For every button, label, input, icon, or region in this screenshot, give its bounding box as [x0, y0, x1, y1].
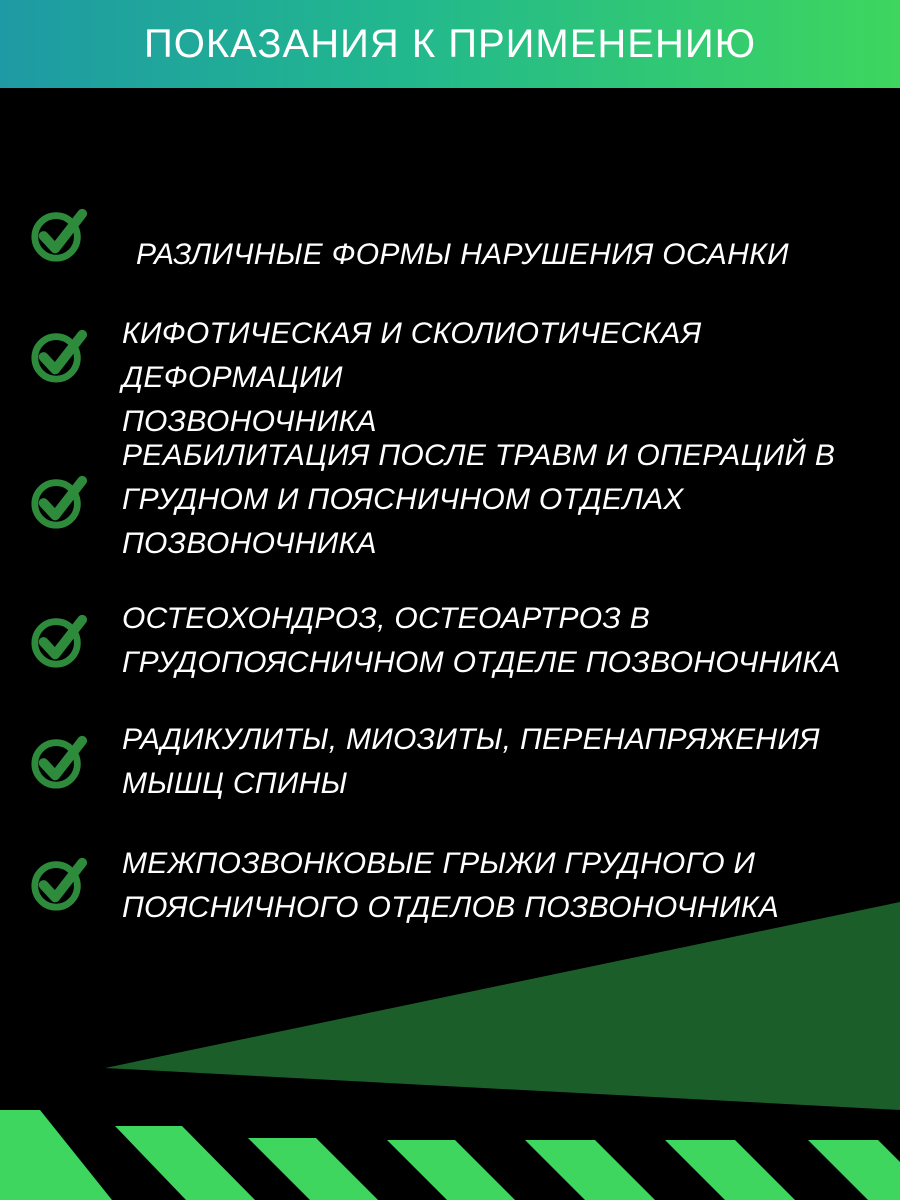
item-line: ПОЗВОНОЧНИКА [122, 527, 377, 560]
stripe-shape [115, 1126, 255, 1200]
item-text [122, 312, 872, 444]
green-wedge-shape [105, 902, 900, 1110]
item-line: КИФОТИЧЕСКАЯ И СКОЛИОТИЧЕСКАЯ ДЕФОРМАЦИИ [122, 317, 702, 394]
item-line: РАДИКУЛИТЫ, МИОЗИТЫ, ПЕРЕНАПРЯЖЕНИЯ [122, 723, 820, 756]
item-text [122, 434, 872, 566]
check-circle-icon [30, 854, 88, 912]
item-text [122, 842, 872, 930]
check-circle-icon [30, 611, 88, 669]
stripe-shape [525, 1140, 655, 1200]
item-line: РАЗЛИЧНЫЕ ФОРМЫ НАРУШЕНИЯ ОСАНКИ [136, 238, 789, 271]
stripe-shape [387, 1140, 515, 1200]
item-text [136, 233, 872, 277]
item-line: ПОЯСНИЧНОГО ОТДЕЛОВ ПОЗВОНОЧНИКА [122, 891, 780, 924]
stripe-shape [248, 1138, 378, 1200]
item-text [122, 718, 872, 806]
item-line: РЕАБИЛИТАЦИЯ ПОСЛЕ ТРАВМ И ОПЕРАЦИЙ В [122, 439, 836, 472]
stripe-shape [665, 1140, 795, 1200]
item-text [122, 597, 872, 685]
item-line: ГРУДНОМ И ПОЯСНИЧНОМ ОТДЕЛАХ [122, 483, 684, 516]
check-circle-icon [30, 732, 88, 790]
item-line: МЕЖПОЗВОНКОВЫЕ ГРЫЖИ ГРУДНОГО И [122, 847, 756, 880]
check-circle-icon [30, 472, 88, 530]
item-line: ПОЗВОНОЧНИКА [122, 405, 377, 438]
stripe-shape [808, 1140, 900, 1200]
check-circle-icon [30, 205, 88, 263]
check-circle-icon [30, 326, 88, 384]
stripe-shape [0, 1110, 112, 1200]
item-line: ОСТЕОХОНДРОЗ, ОСТЕОАРТРОЗ В [122, 602, 651, 635]
item-line: МЫШЦ СПИНЫ [122, 767, 348, 800]
item-line: ГРУДОПОЯСНИЧНОМ ОТДЕЛЕ ПОЗВОНОЧНИКА [122, 646, 841, 679]
page-title: ПОКАЗАНИЯ К ПРИМЕНЕНИЮ [143, 21, 757, 66]
